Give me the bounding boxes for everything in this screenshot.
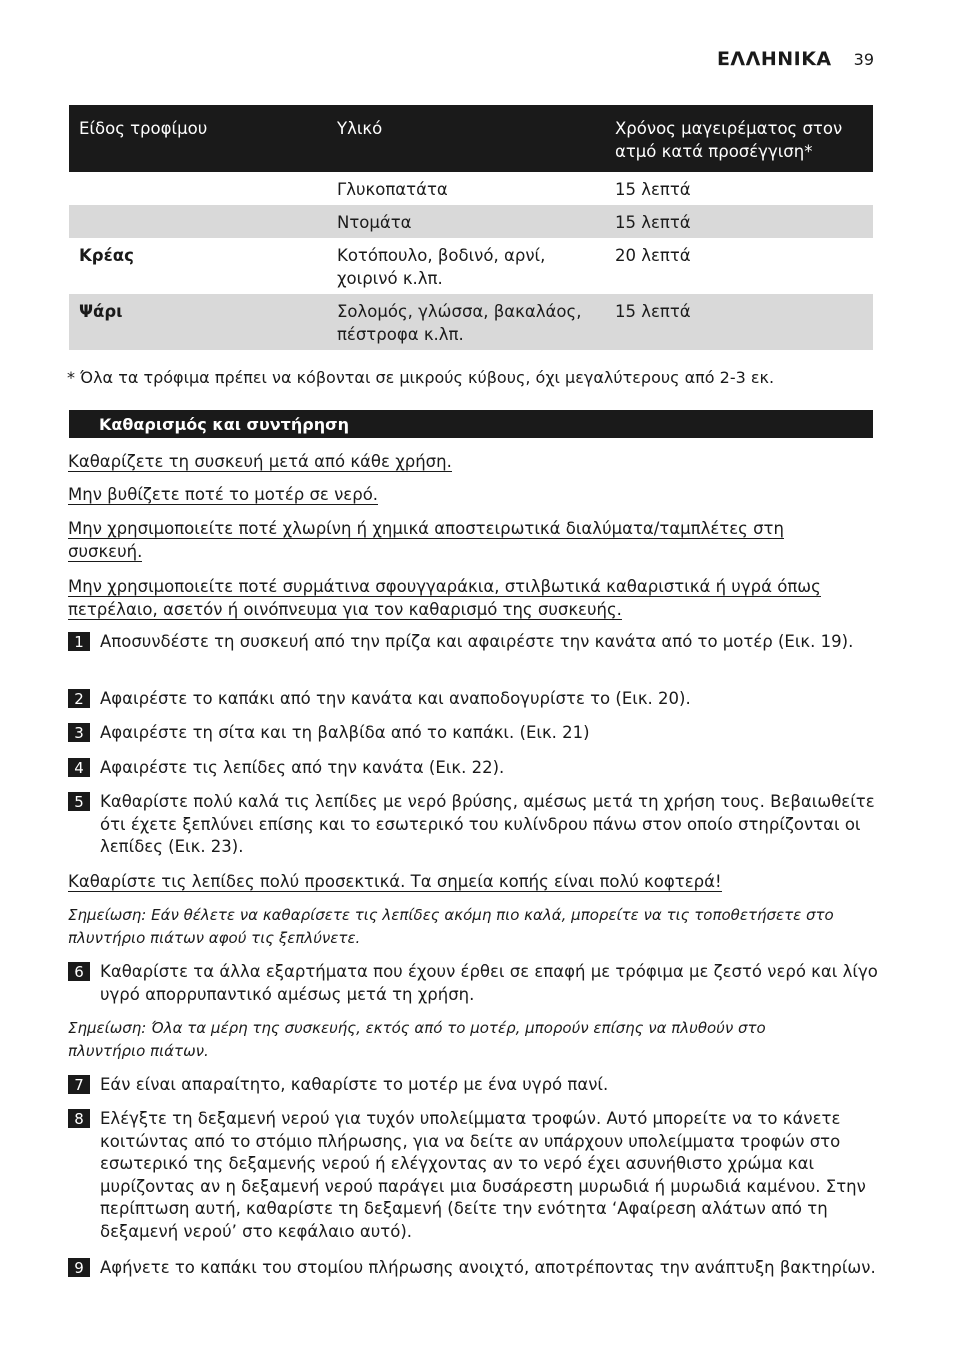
page-header [717, 48, 874, 70]
note-text: Σημείωση: Όλα τα μέρη της συσκευής, εκτός από το μοτέρ, μπορούν επίσης να πλυθούν στο πλυντήριο πιάτων. [68, 1019, 766, 1060]
step-item [68, 631, 878, 654]
step-text: Αφαιρέστε το καπάκι από την κανάτα και αναποδογυρίστε το (Εικ. 20). [100, 689, 691, 708]
step-number: 6 [68, 962, 90, 981]
table-cell-ingredient: Ντομάτα [327, 205, 605, 238]
note-text: Σημείωση: Εάν θέλετε να καθαρίσετε τις λεπίδες ακόμη πιο καλά, μπορείτε να τις τοποθετήσετε στο πλυντήριο πιάτων αφού τις ξεπλύνετε. [68, 906, 834, 947]
step-item [68, 688, 878, 711]
step-text: Αφαιρέστε τη σίτα και τη βαλβίδα από το καπάκι. (Εικ. 21) [100, 723, 590, 742]
header-cooking-time: Χρόνος μαγειρέματος στον ατμό κατά προσέγγιση* [605, 105, 873, 172]
step-number: 5 [68, 792, 90, 811]
table-row [69, 294, 873, 350]
table-header-row [69, 105, 873, 172]
table-cell-ingredient: Κοτόπουλο, βοδινό, αρνί, χοιρινό κ.λπ. [337, 246, 546, 288]
table-cell-ingredient: Σολομός, γλώσσα, βακαλάος, πέστροφα κ.λπ. [327, 294, 605, 350]
cooking-time-table [69, 105, 873, 350]
header-food-type: Είδος τροφίμου [69, 105, 327, 172]
warning-text: Καθαρίζετε τη συσκευή μετά από κάθε χρήση. [68, 452, 452, 471]
step-item [68, 722, 878, 745]
table-cell-time: 15 λεπτά [615, 180, 691, 199]
table-cell-category: Ψάρι [69, 294, 327, 350]
table-cell-category [69, 205, 327, 238]
page-number: 39 [853, 50, 874, 69]
table-cell-time: 15 λεπτά [605, 294, 873, 350]
step-text: Αποσυνδέστε τη συσκευή από την πρίζα και αφαιρέστε την κανάτα από το μοτέρ (Εικ. 19). [100, 632, 854, 651]
table-footnote: * Όλα τα τρόφιμα πρέπει να κόβονται σε μικρούς κύβους, όχι μεγαλύτερους από 2-3 εκ. [67, 368, 775, 387]
warning-text: Μην χρησιμοποιείτε ποτέ συρμάτινα σφουγγαράκια, στιλβωτικά καθαριστικά ή υγρά όπως πετρέλαιο, ασετόν ή οινόπνευμα για τον καθαρισμό της συσκευής. [68, 577, 821, 619]
warning-text: Μην χρησιμοποιείτε ποτέ χλωρίνη ή χημικά αποστειρωτικά διαλύματα/ταμπλέτες στη συσκευή. [68, 519, 784, 561]
step-text: Εάν είναι απαραίτητο, καθαρίστε το μοτέρ με ένα υγρό πανί. [100, 1075, 609, 1094]
step-number: 3 [68, 723, 90, 742]
table-cell-time: 20 λεπτά [615, 246, 691, 265]
warning-text: Μην βυθίζετε ποτέ το μοτέρ σε νερό. [68, 485, 379, 504]
table-cell-time: 15 λεπτά [605, 205, 873, 238]
step-number: 8 [68, 1109, 90, 1128]
step-text: Ελέγξτε τη δεξαμενή νερού για τυχόν υπολείμματα τροφών. Αυτό μπορείτε να το κάνετε κοιτώντας από το στόμιο πλήρωσης, για να δείτε αν υπάρχουν υπολείμματα τροφών στο εσωτερικό της δεξαμενής νερού ή ελέγχοντας αν το νερό έχει ασυνήθιστο χρώμα και μυρίζοντας αν η δεξαμενή νερού παράγει μια δυσάρεστη μυρωδιά ή μυρωδιά καμένου. Στην περίπτωση αυτή, καθαρίστε τη δεξαμενή (δείτε την ενότητα ‘Αφαίρεση αλάτων από τη δεξαμενή νερού’ στο κεφάλαιο αυτό). [100, 1109, 866, 1241]
step-number: 9 [68, 1258, 90, 1277]
language-label: ΕΛΛΗΝΙΚΑ [716, 48, 832, 70]
step-text: Αφήνετε το καπάκι του στομίου πλήρωσης ανοιχτό, αποτρέποντας την ανάπτυξη βακτηρίων. [100, 1258, 876, 1277]
table-cell-ingredient: Γλυκοπατάτα [337, 180, 448, 199]
step-number: 7 [68, 1075, 90, 1094]
step-number: 1 [68, 632, 90, 651]
section-title: Καθαρισμός και συντήρηση [69, 410, 873, 438]
table-cell-category: Κρέας [79, 246, 134, 265]
step-item [68, 1257, 878, 1280]
table-cell-category [69, 172, 327, 205]
step-number: 2 [68, 689, 90, 708]
table-row [69, 238, 873, 294]
step-item [68, 1108, 878, 1243]
warning-text: Καθαρίστε τις λεπίδες πολύ προσεκτικά. Τα σημεία κοπής είναι πολύ κοφτερά! [68, 872, 722, 891]
step-text: Καθαρίστε τα άλλα εξαρτήματα που έχουν έρθει σε επαφή με τρόφιμα με ζεστό νερό και λίγο υγρό απορρυπαντικό αμέσως μετά τη χρήση. [100, 962, 878, 1004]
table-row [69, 172, 873, 205]
step-item [68, 1074, 878, 1097]
step-number: 4 [68, 758, 90, 777]
step-item [68, 791, 878, 859]
step-text: Καθαρίστε πολύ καλά τις λεπίδες με νερό βρύσης, αμέσως μετά τη χρήση τους. Βεβαιωθείτε ότι έχετε ξεπλύνει επίσης και το εσωτερικό του κυλίνδρου πάνω στον οποίο στηρίζονται οι λεπίδες (Εικ. 23). [100, 792, 875, 856]
step-item [68, 757, 878, 780]
step-item [68, 961, 878, 1006]
step-text: Αφαιρέστε τις λεπίδες από την κανάτα (Εικ. 22). [100, 758, 505, 777]
header-ingredient: Υλικό [327, 105, 605, 172]
table-row [69, 205, 873, 238]
